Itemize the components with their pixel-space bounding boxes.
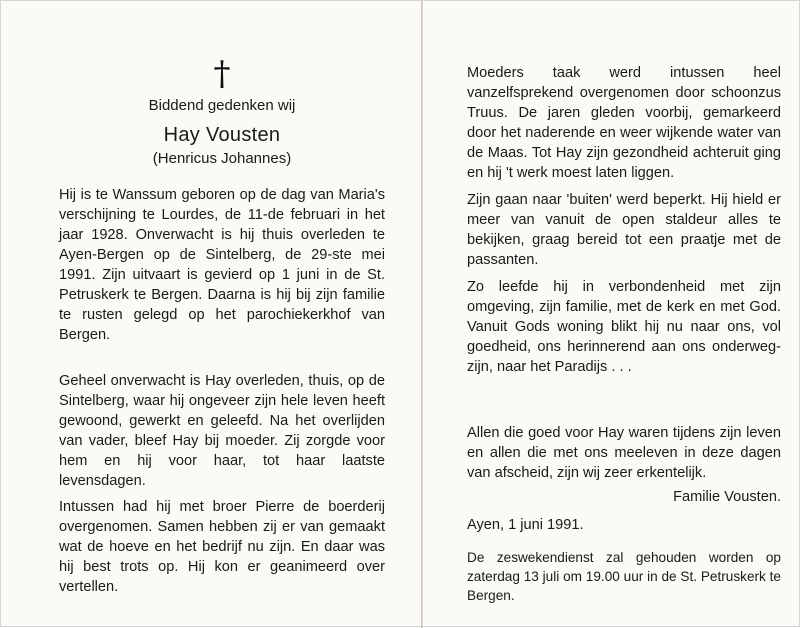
years-paragraph: Moeders taak werd intussen heel vanzelfsprekend overgenomen door schoonzus Truus. De jaren gleden voorbij, gemarkeerd door het naderende en weer wijkende water van de Maas. Tot Hay zijn gezondheid achteruit ging en hij 't werk moest laten liggen. <box>467 65 781 181</box>
thanks-paragraph: Allen die goed voor Hay waren tijdens zijn leven en allen die met ons meeleven in deze dagen van afscheid, zijn wij zeer erkentelijk. <box>467 425 781 481</box>
deceased-name: Hay Vousten <box>163 124 281 146</box>
biography-paragraph: Hij is te Wanssum geboren op de dag van Maria's verschijning te Lourdes, de 11-de februari in het jaar 1928. Onverwacht is hij thuis overleden te Ayen-Bergen op de Sintelberg, de 29-ste mei 1991. Zijn uitvaart is gevierd op 1 juni in de St. Petruskerk te Bergen. Daarna is hij bij zijn familie te rusten gelegd op het parochiekerkhof van Bergen. <box>59 187 385 343</box>
life-paragraph: Geheel onverwacht is Hay overleden, thuis, op de Sintelberg, waar hij ongeveer zijn hele leven heeft gewoond, gewerkt en geleefd. Na het overlijden van vader, bleef Hay bij moeder. Zij zorgde voor hem en hij voor haar, tot haar laatste levensdagen. <box>59 373 385 489</box>
intro-text: Biddend gedenken wij <box>148 97 296 114</box>
place-date: Ayen, 1 juni 1991. <box>467 517 584 533</box>
deceased-full-name: (Henricus Johannes) <box>152 150 292 167</box>
outside-paragraph: Zijn gaan naar 'buiten' werd beperkt. Hij hield er meer van vanuit de open staldeur alles te bekijken, graag bereid tot een praatje met de passanten. <box>467 192 781 268</box>
service-notice: De zeswekendienst zal gehouden worden op zaterdag 13 juli om 19.00 uur in de St. Petruskerk te Bergen. <box>467 550 781 603</box>
right-page <box>423 1 800 628</box>
family-signature: Familie Vousten. <box>673 489 781 505</box>
faith-paragraph: Zo leefde hij in verbondenheid met zijn omgeving, zijn familie, met de kerk en met God. Vanuit Gods woning blikt hij nu naar ons, vol goedheid, ons herinnerend aan ons onderweg-zijn, naar het Paradijs . . . <box>467 279 781 375</box>
farm-paragraph: Intussen had hij met broer Pierre de boerderij overgenomen. Samen hebben zij er van gemaakt wat de hoeve en het bedrijf nu zijn. En daar was hij best trots op. Hij kon er geanimeerd over vertellen. <box>59 499 385 595</box>
cross-icon: † <box>213 54 231 94</box>
left-page <box>1 1 421 628</box>
